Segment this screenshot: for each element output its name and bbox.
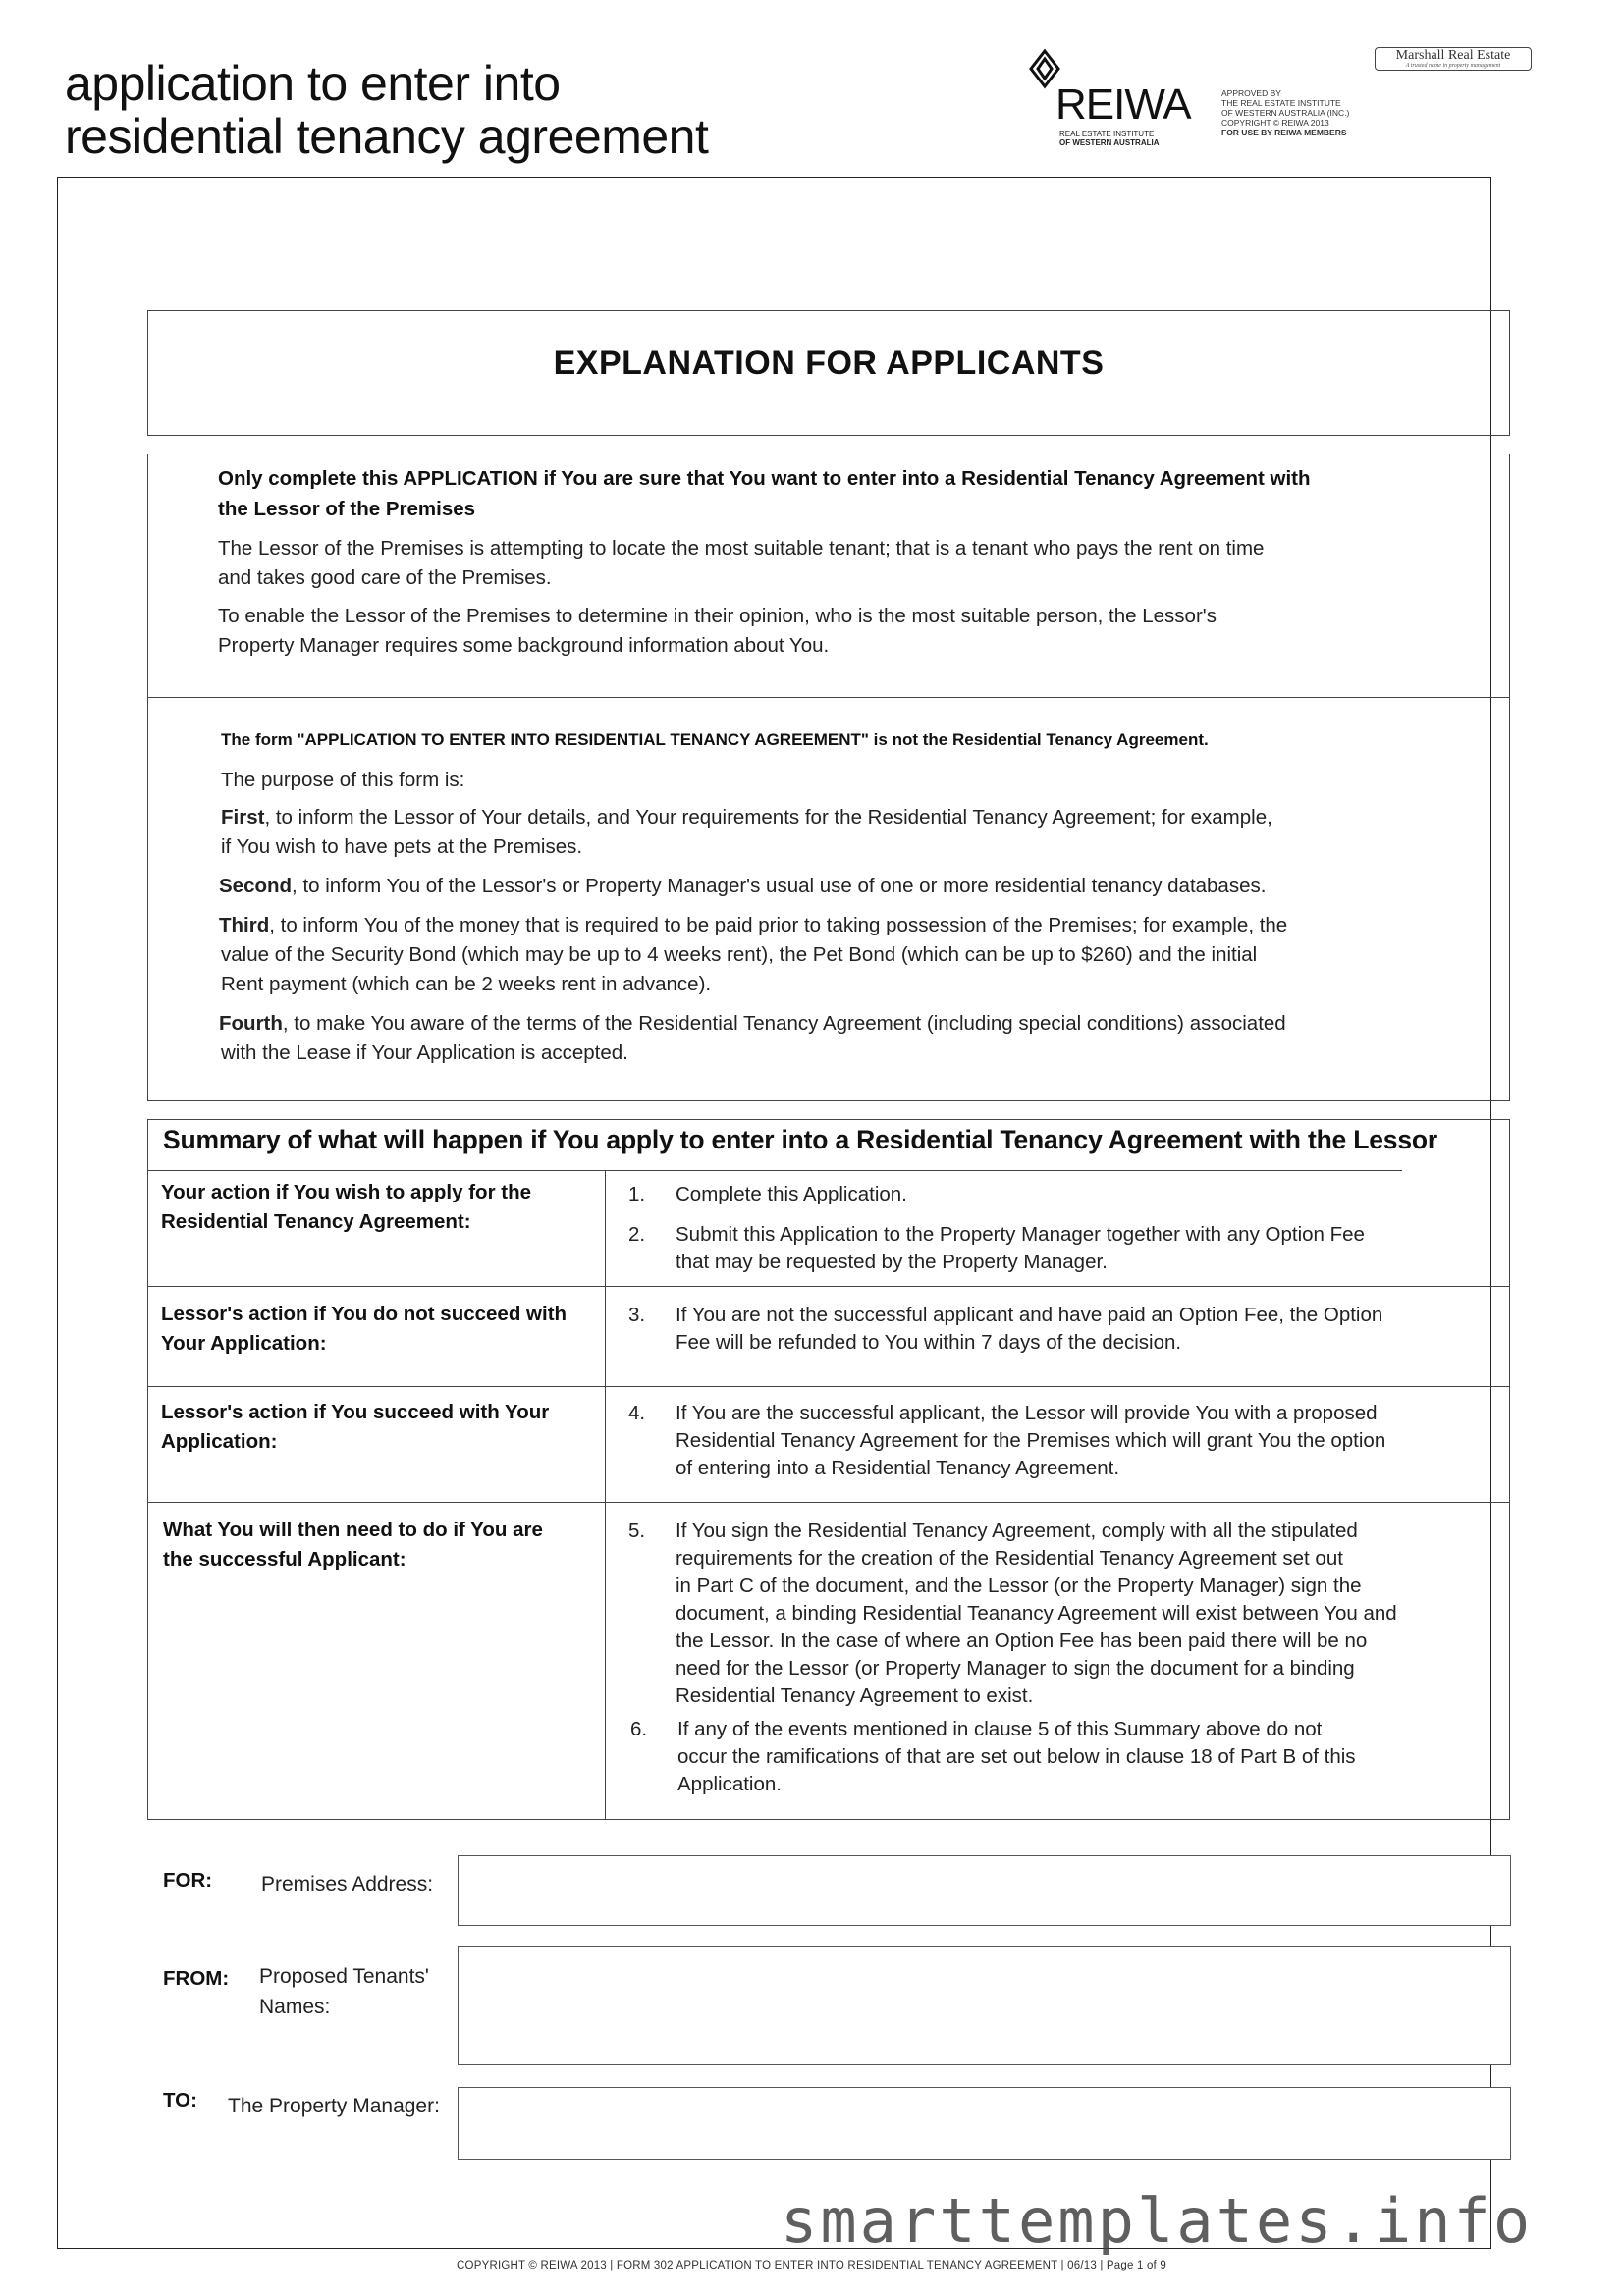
- summary-row-label: Your action if You wish to apply for the Residential Tenancy Agreement:: [161, 1181, 531, 1233]
- summary-item-number: 4.: [628, 1402, 646, 1424]
- from-label: FROM:: [163, 1967, 230, 1990]
- summary-item-number: 5.: [628, 1520, 646, 1542]
- purpose-lead: The purpose of this form is:: [221, 769, 465, 791]
- document-title-line1: application to enter into: [65, 56, 561, 111]
- summary-item-number: 2.: [628, 1223, 646, 1246]
- footer-copyright: COPYRIGHT © REIWA 2013: [457, 2260, 607, 2271]
- summary-row-divider: [147, 1502, 1510, 1503]
- summary-column-divider: [605, 1170, 606, 1820]
- watermark: smarttemplates.info: [781, 2185, 1534, 2257]
- agency-logo: [1375, 47, 1532, 71]
- purpose-fourth: Fourth, to make You aware of the terms of the Residential Tenancy Agreement (including special conditions) associated: [219, 1012, 1286, 1035]
- purpose-third-cont2: Rent payment (which can be 2 weeks rent in advance).: [221, 973, 712, 995]
- purpose-third-cont1: value of the Security Bond (which may be up to 4 weeks rent), the Pet Bond (which can be up to $260) and the initial: [221, 943, 1258, 966]
- intro-text: [218, 463, 1494, 661]
- proposed-tenants-label: Proposed Tenants' Names:: [259, 1965, 429, 2018]
- footer-form: FORM 302 APPLICATION TO ENTER INTO RESIDENTIAL TENANCY AGREEMENT: [616, 2260, 1058, 2271]
- summary-item-text: Complete this Application.: [676, 1183, 907, 1205]
- intro-para1-line1: The Lessor of the Premises is attempting to locate the most suitable tenant; that is a tenant who pays the rent on time: [218, 537, 1265, 560]
- summary-item-number: 6.: [630, 1718, 648, 1740]
- summary-item-text: If You are the successful applicant, the Lessor will provide You with a proposed Residential Tenancy Agreement for the Premises which will grant You the option of entering into a Residential Tenancy Agreement.: [676, 1402, 1386, 1479]
- purpose-second: Second, to inform You of the Lessor's or Property Manager's usual use of one or more residential tenancy databases.: [219, 875, 1267, 897]
- purpose-third: Third, to inform You of the money that is required to be paid prior to taking possession of the Premises; for example, the: [219, 914, 1288, 936]
- summary-row-label: What You will then need to do if You are the successful Applicant:: [163, 1519, 543, 1571]
- footer-page: Page 1 of 9: [1106, 2260, 1166, 2271]
- intro-bold-line2: the Lessor of the Premises: [218, 498, 476, 520]
- approval-notice: APPROVED BY THE REAL ESTATE INSTITUTE OF WESTERN AUSTRALIA (INC.) COPYRIGHT © REIWA 2013 FOR USE BY REIWA MEMBERS: [1221, 88, 1350, 137]
- proposed-tenants-names-field[interactable]: [458, 1946, 1511, 2065]
- agency-tagline: A trusted name in property management: [1405, 63, 1501, 69]
- intro-para1-line2: and takes good care of the Premises.: [218, 566, 552, 589]
- footer-date: 06/13: [1067, 2260, 1097, 2271]
- summary-item-text: If any of the events mentioned in clause 5 of this Summary above do not occur the ramifications of that are set out below in clause 18 of Part B of this Application.: [677, 1718, 1356, 1795]
- intro-para2-line2: Property Manager requires some background information about You.: [218, 634, 830, 657]
- summary-item-number: 1.: [628, 1183, 646, 1205]
- summary-row-label: Lessor's action if You do not succeed with Your Application:: [161, 1303, 568, 1355]
- summary-row-divider: [147, 1386, 1510, 1387]
- explanation-title: EXPLANATION FOR APPLICANTS: [553, 345, 1105, 382]
- summary-title-rule: [147, 1170, 1402, 1171]
- purpose-fourth-cont: with the Lease if Your Application is accepted.: [221, 1041, 628, 1064]
- explanation-box: [147, 310, 1510, 436]
- summary-item-number: 3.: [628, 1304, 646, 1326]
- intro-bold-line1: Only complete this APPLICATION if You are sure that You want to enter into a Residential Tenancy Agreement with: [218, 467, 1311, 490]
- summary-item-text: If You are not the successful applicant and have paid an Option Fee, the Option Fee will be refunded to You within 7 days of the decision.: [676, 1304, 1383, 1354]
- for-label: FOR:: [163, 1869, 213, 1892]
- to-label: TO:: [163, 2089, 197, 2111]
- document-title-line2: residential tenancy agreement: [65, 109, 709, 164]
- property-manager-field[interactable]: [458, 2087, 1511, 2160]
- purpose-first: First, to inform the Lessor of Your details, and Your requirements for the Residential Tenancy Agreement; for example,: [221, 806, 1272, 828]
- document-title: [65, 57, 708, 163]
- property-manager-label: The Property Manager:: [228, 2095, 440, 2117]
- premises-address-field[interactable]: [458, 1855, 1511, 1926]
- agency-name: Marshall Real Estate: [1395, 48, 1511, 63]
- summary-row-divider: [147, 1286, 1510, 1287]
- summary-row-label: Lessor's action if You succeed with Your Application:: [161, 1401, 550, 1453]
- purpose-first-cont: if You wish to have pets at the Premises.: [221, 835, 583, 858]
- purpose-note: The form "APPLICATION TO ENTER INTO RESIDENTIAL TENANCY AGREEMENT" is not the Residential Tenancy Agreement.: [221, 730, 1209, 749]
- purpose-text: [221, 727, 1497, 1068]
- summary-title: Summary of what will happen if You apply to enter into a Residential Tenancy Agreement with the Lessor: [163, 1125, 1437, 1154]
- summary-item-text: If You sign the Residential Tenancy Agreement, comply with all the stipulated requirements for the creation of the Residential Tenancy Agreement set out in Part C of the document, and the Lessor (or the Property Manager) sign the document, a binding Residential Teanancy Agreement will exist between You and the Lessor. In the case of where an Option Fee has been paid there will be no need for the Lessor (or Property Manager to sign the document for a binding Residential Tenancy Agreement to exist.: [676, 1520, 1397, 1707]
- reiwa-logo-subtitle: REAL ESTATE INSTITUTE OF WESTERN AUSTRALIA: [1059, 130, 1160, 147]
- summary-item-text: Submit this Application to the Property Manager together with any Option Fee that may be requested by the Property Manager.: [676, 1223, 1365, 1273]
- intro-para2-line1: To enable the Lessor of the Premises to determine in their opinion, who is the most suitable person, the Lessor's: [218, 605, 1217, 627]
- premises-address-label: Premises Address:: [261, 1873, 434, 1896]
- page-footer: COPYRIGHT © REIWA 2013 | FORM 302 APPLICATION TO ENTER INTO RESIDENTIAL TENANCY AGREEMENT | 06/13 | Page 1 of 9: [457, 2260, 1166, 2271]
- reiwa-logo-text: REIWA: [1055, 80, 1191, 129]
